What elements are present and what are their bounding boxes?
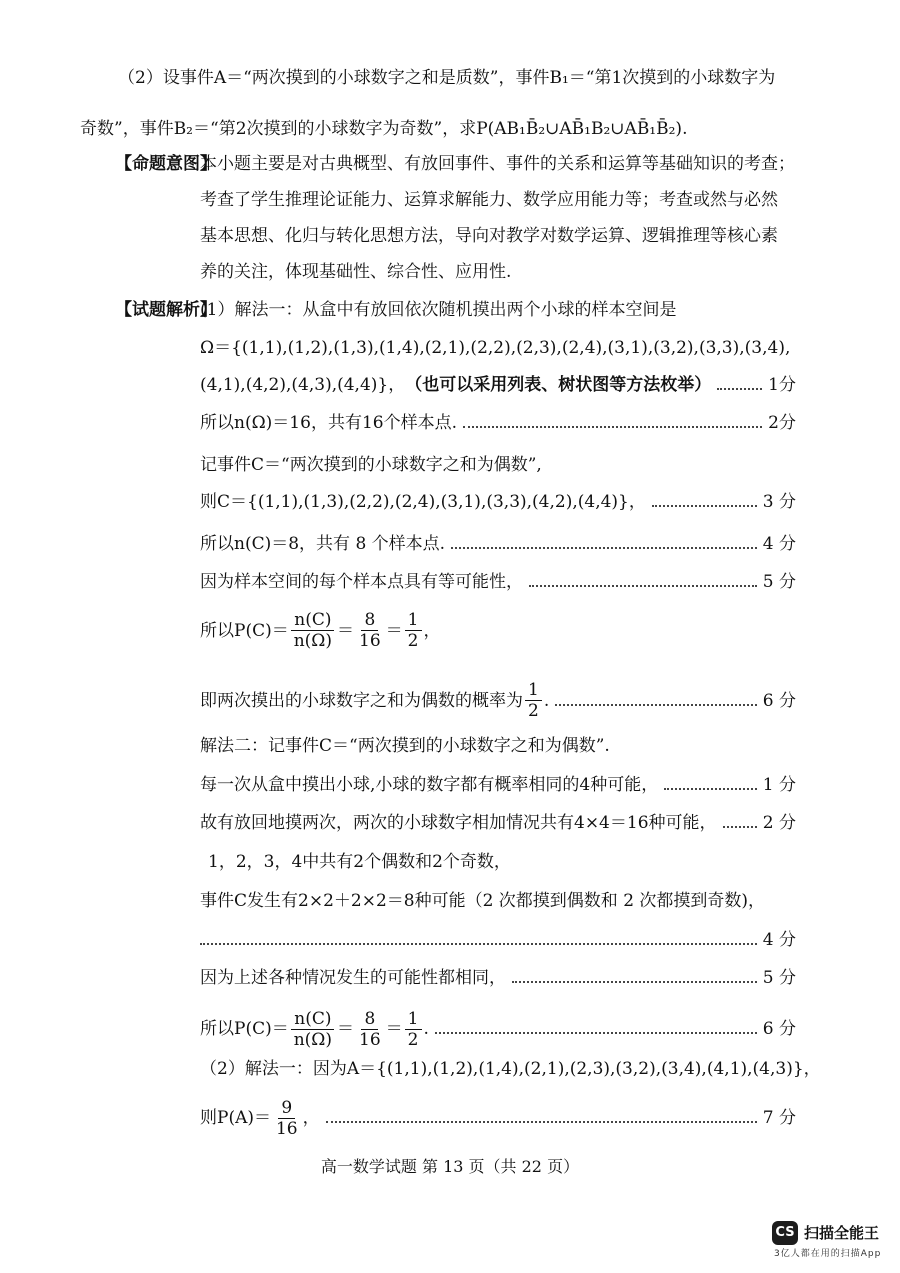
omega-line-2: (4,1),(4,2),(4,3),(4,4)}， <box>200 375 406 395</box>
equal-likely-text: 因为样本空间的每个样本点具有等可能性， <box>200 572 523 592</box>
denominator: 2 <box>407 631 419 651</box>
score-7: 7 分 <box>762 1108 796 1128</box>
leader-dots <box>723 826 757 828</box>
denominator: 2 <box>528 701 539 721</box>
intent-line-4: 养的关注，体现基础性、综合性、应用性. <box>200 262 512 282</box>
watermark-subtitle: 3亿人都在用的扫描App <box>774 1249 882 1259</box>
leader-dots <box>326 1121 757 1123</box>
numerator: 8 <box>361 1009 378 1030</box>
pa-prefix: 则P(A)＝ <box>200 1108 271 1128</box>
intent-line-2: 考查了学生推理论证能力、运算求解能力、数学应用能力等；考查或然与必然 <box>200 190 778 210</box>
method2-score-4-row <box>200 928 796 952</box>
method2-title: 解法二：记事件C＝“两次摸到的小球数字之和为偶数”. <box>200 736 610 756</box>
scanner-watermark <box>772 1221 890 1263</box>
numerator: 9 <box>278 1098 295 1119</box>
score-5: 5 分 <box>762 572 796 592</box>
denominator: n(Ω) <box>293 1029 333 1050</box>
page-footer: 高一数学试题 第 13 页（共 22 页） <box>320 1157 580 1176</box>
method2-line-1-row <box>200 773 796 797</box>
analysis-intro: (1）解法一：从盒中有放回依次随机摸出两个小球的样本空间是 <box>200 300 677 320</box>
fraction-nc-nomega <box>291 1009 335 1050</box>
c-set-text: 则C＝{(1,1),(1,3),(2,2),(2,4),(3,1),(3,3),(4,2),(4,4)}， <box>200 492 646 512</box>
pc-prefix: 所以P(C)＝ <box>200 620 289 641</box>
leader-dots <box>200 943 757 945</box>
question-line-2: 奇数”，事件B₂＝“第2次摸到的小球数字为奇数”，求P(AB₁B̄₂∪AB̄₁B₂∪AB̄₁B̄₂). <box>80 119 688 139</box>
pc-suffix: ， <box>423 620 441 641</box>
event-c-def: 记事件C＝“两次摸到的小球数字之和为偶数”, <box>200 455 542 475</box>
score-m2-6: 6 分 <box>762 1019 796 1039</box>
fraction-1-2 <box>405 610 422 651</box>
intent-label: 【命题意图】 <box>115 154 217 174</box>
pa-suffix: ， <box>302 1108 320 1128</box>
leader-dots <box>463 426 762 428</box>
result-suffix: . <box>543 690 550 711</box>
fraction-1-2 <box>405 1009 422 1050</box>
camscanner-logo-icon: CS <box>772 1221 798 1245</box>
omega-line-2-row <box>200 373 796 397</box>
numerator: 8 <box>361 610 378 631</box>
denominator: 16 <box>359 1029 381 1050</box>
denominator: n(Ω) <box>293 631 333 651</box>
fraction-9-16 <box>273 1098 301 1139</box>
leader-dots <box>512 981 757 983</box>
numerator: n(C) <box>291 1009 334 1030</box>
fraction-8-16 <box>356 1009 384 1050</box>
intent-line-3: 基本思想、化归与转化思想方法，导向对教学对数学运算、逻辑推理等核心素 <box>200 226 778 246</box>
method2-line-3: 1，2，3，4中共有2个偶数和2个奇数， <box>208 852 511 872</box>
equals-sign: ＝ <box>385 620 403 641</box>
score-m2-4: 4 分 <box>762 930 796 950</box>
result-row <box>200 680 796 721</box>
question-line-1: （2）设事件A＝“两次摸到的小球数字之和是质数”，事件B₁＝“第1次摸到的小球数字为 <box>118 68 776 88</box>
score-4: 4 分 <box>762 534 796 554</box>
denominator: 2 <box>407 1029 419 1050</box>
analysis-label: 【试题解析】 <box>115 300 217 320</box>
score-m2-2: 2 分 <box>762 813 796 833</box>
score-2: 2分 <box>768 413 796 433</box>
pc-suffix: . <box>423 1019 429 1039</box>
numerator: 1 <box>525 680 542 701</box>
omega-line-1: Ω＝{(1,1),(1,2),(1,3),(1,4),(2,1),(2,2),(2,3),(2,4),(3,1),(3,2),(3,3),(3,4), <box>200 338 791 358</box>
c-set-row <box>200 490 796 514</box>
leader-dots <box>451 547 757 549</box>
score-6: 6 分 <box>762 690 796 711</box>
fraction-1-2 <box>525 680 542 721</box>
pc-formula-2-row <box>200 1005 796 1053</box>
equals-sign: ＝ <box>337 620 355 641</box>
pc-prefix: 所以P(C)＝ <box>200 1019 289 1039</box>
n-omega-row <box>200 411 796 435</box>
n-c-text: 所以n(C)＝8，共有 8 个样本点. <box>200 534 446 554</box>
numerator: 1 <box>405 1009 422 1030</box>
denominator: 16 <box>359 631 381 651</box>
denominator: 16 <box>275 1118 298 1139</box>
pa-formula-row <box>200 1094 796 1142</box>
method2-line-5-row <box>200 966 796 990</box>
numerator: n(C) <box>291 610 334 631</box>
leader-dots <box>435 1032 757 1034</box>
omega-note: （也可以采用列表、树状图等方法枚举） <box>405 375 712 395</box>
watermark-name: 扫描全能王 <box>804 1224 880 1242</box>
score-3: 3 分 <box>762 492 796 512</box>
fraction-nc-nomega <box>291 610 335 651</box>
result-prefix: 即两次摸出的小球数字之和为偶数的概率为 <box>200 690 523 711</box>
equal-likely-row <box>200 570 796 594</box>
leader-dots <box>664 788 757 790</box>
intent-line-1: 本小题主要是对古典概型、有放回事件、事件的关系和运算等基础知识的考查； <box>200 154 795 174</box>
score-m2-1: 1 分 <box>762 775 796 795</box>
score-1: 1分 <box>768 375 796 395</box>
n-c-row <box>200 532 796 556</box>
method2-line-1: 每一次从盒中摸出小球,小球的数字都有概率相同的4种可能， <box>200 775 659 795</box>
n-omega-text: 所以n(Ω)＝16，共有16个样本点. <box>200 413 457 433</box>
method2-line-2: 故有放回地摸两次，两次的小球数字相加情况共有4×4＝16种可能， <box>200 813 717 833</box>
leader-dots <box>529 585 757 587</box>
method2-line-2-row <box>200 811 796 835</box>
score-m2-5: 5 分 <box>762 968 796 988</box>
part2-method1-line: （2）解法一：因为A＝{(1,1),(1,2),(1,4),(2,1),(2,3),(3,2),(3,4),(4,1),(4,3)}， <box>200 1059 821 1079</box>
equals-sign: ＝ <box>337 1019 355 1039</box>
leader-dots <box>652 505 757 507</box>
leader-dots <box>717 388 762 390</box>
numerator: 1 <box>405 610 422 631</box>
equals-sign: ＝ <box>385 1019 403 1039</box>
method2-line-5: 因为上述各种情况发生的可能性都相同， <box>200 968 506 988</box>
method2-line-4: 事件C发生有2×2＋2×2＝8种可能（2 次都摸到偶数和 2 次都摸到奇数)， <box>200 891 766 911</box>
leader-dots <box>555 704 757 706</box>
pc-formula-1 <box>200 610 441 651</box>
fraction-8-16 <box>356 610 384 651</box>
